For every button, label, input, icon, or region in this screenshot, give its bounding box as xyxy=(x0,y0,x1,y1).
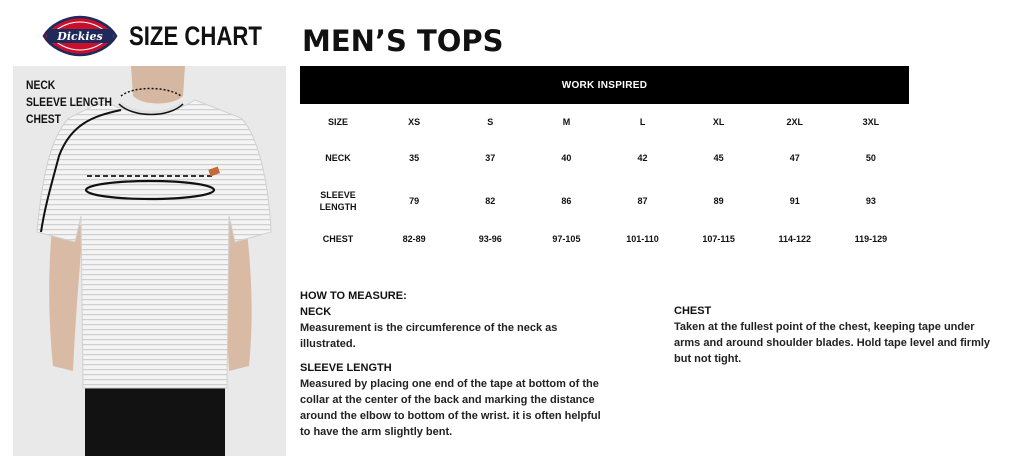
table-cell: 107-115 xyxy=(702,234,735,244)
table-row-sleeve-length xyxy=(300,176,909,226)
table-cell: 2XL xyxy=(786,117,804,127)
label-chest: CHEST xyxy=(26,112,61,126)
sleeve-text-line: collar at the center of the back and marking the distance xyxy=(300,394,595,406)
table-cell: 82-89 xyxy=(402,234,426,244)
table-cell: 42 xyxy=(637,153,648,163)
how-to-measure-title: HOW TO MEASURE: xyxy=(300,290,407,302)
neck-text-line: Measurement is the circumference of the neck as xyxy=(300,322,558,334)
row-label: SIZE xyxy=(328,117,349,127)
table-cell: 40 xyxy=(561,153,572,163)
table-cell: 35 xyxy=(409,153,420,163)
table-cell: 47 xyxy=(789,153,800,163)
table-cell: 91 xyxy=(789,196,800,206)
how-to-measure xyxy=(300,288,630,440)
table-cell: 89 xyxy=(713,196,724,206)
sleeve-heading: SLEEVE LENGTH xyxy=(300,362,392,374)
table-row-chest xyxy=(300,226,909,252)
table-cell: 119-129 xyxy=(854,234,888,244)
table-cell: S xyxy=(487,117,494,127)
table-cell: 37 xyxy=(485,153,496,163)
sleeve-text-line: Measured by placing one end of the tape at bottom of the xyxy=(300,378,599,390)
table-cell: 93 xyxy=(865,196,876,206)
chest-section xyxy=(674,303,1009,367)
label-sleeve-length: SLEEVE LENGTH xyxy=(26,95,113,109)
sleeve-text-line: to have the arm slightly bent. xyxy=(300,426,453,438)
row-label-line: LENGTH xyxy=(319,202,357,212)
row-label xyxy=(300,176,376,226)
measure-labels xyxy=(26,77,126,128)
table-cell: 86 xyxy=(561,196,572,206)
table-cell: 114-122 xyxy=(778,234,812,244)
size-table xyxy=(300,104,909,252)
table-cell: 87 xyxy=(637,196,648,206)
table-cell: 45 xyxy=(713,153,724,163)
sleeve-text-line: around the elbow to bottom of the wrist. it is often helpful xyxy=(300,410,601,422)
table-cell: L xyxy=(639,117,646,127)
neck-heading: NECK xyxy=(300,306,332,318)
table-cell: 101-110 xyxy=(626,234,659,244)
table-cell: M xyxy=(562,117,571,127)
table-cell: 79 xyxy=(409,196,420,206)
table-cell: 82 xyxy=(485,196,496,206)
neck-text-line: illustrated. xyxy=(300,338,356,350)
row-label: NECK xyxy=(325,153,351,163)
table-cell: XS xyxy=(408,117,421,127)
chest-heading: CHEST xyxy=(674,305,712,317)
chest-text-line: but not tight. xyxy=(674,353,742,365)
table-cell: 93-96 xyxy=(478,234,502,244)
label-neck: NECK xyxy=(26,78,56,92)
size-chart-title: SIZE CHART xyxy=(129,21,262,51)
sleeve-section xyxy=(300,360,630,440)
row-label-line: SLEEVE xyxy=(320,190,356,200)
table-row-size xyxy=(300,104,909,140)
table-cell: 97-105 xyxy=(552,234,581,244)
table-header-work-inspired: WORK INSPIRED xyxy=(300,66,909,104)
chest-text-line: arms and around shoulder blades. Hold tape level and firmly xyxy=(674,337,991,349)
chest-text-line: Taken at the fullest point of the chest, keeping tape under xyxy=(674,321,975,333)
table-row-neck xyxy=(300,140,909,176)
table-cell: 50 xyxy=(865,153,876,163)
dickies-logo xyxy=(42,15,118,57)
page-title: MEN’S TOPS xyxy=(302,24,504,58)
table-cell: 3XL xyxy=(862,117,880,127)
row-label: CHEST xyxy=(322,234,354,244)
table-cell: XL xyxy=(712,117,725,127)
model-photo xyxy=(13,66,286,456)
logo-text: Dickies xyxy=(57,30,103,43)
